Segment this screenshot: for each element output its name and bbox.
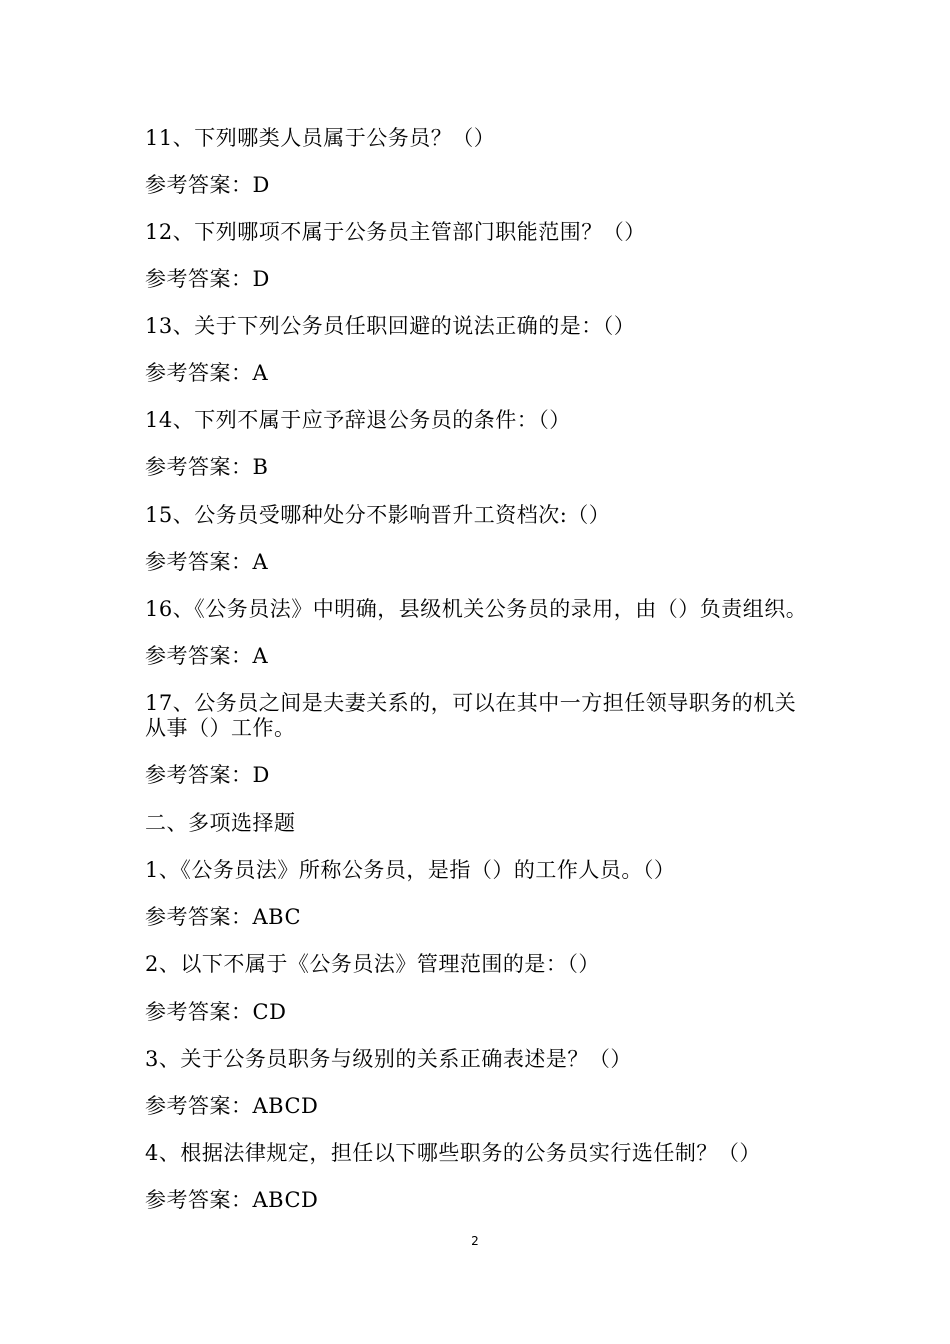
answer-15: 参考答案：A [145,550,269,574]
answer-11: 参考答案：D [145,173,270,197]
question-15: 15、公务员受哪种处分不影响晋升工资档次:（） [145,503,611,527]
page-number: 2 [471,1234,479,1248]
question-17-line-2: 从事（）工作。 [145,716,296,740]
answer-12: 参考答案：D [145,267,270,291]
question-14: 14、下列不属于应予辞退公务员的条件：（） [145,408,571,432]
multi-answer-2: 参考答案：CD [145,1000,287,1024]
question-12: 12、下列哪项不属于公务员主管部门职能范围？（） [145,220,646,244]
question-17-line-1: 17、公务员之间是夫妻关系的，可以在其中一方担任领导职务的机关 [145,691,797,715]
multi-answer-3: 参考答案：ABCD [145,1094,319,1118]
section-heading: 二、多项选择题 [145,811,296,835]
multi-question-3: 3、关于公务员职务与级别的关系正确表述是？（） [145,1047,632,1071]
multi-question-1: 1、《公务员法》所称公务员，是指（）的工作人员。（） [145,858,676,882]
question-13: 13、关于下列公务员任职回避的说法正确的是：（） [145,314,636,338]
answer-13: 参考答案：A [145,361,269,385]
multi-answer-1: 参考答案：ABC [145,905,302,929]
question-16: 16、《公务员法》中明确，县级机关公务员的录用，由（）负责组织。 [145,597,808,621]
answer-17: 参考答案：D [145,763,270,787]
answer-16: 参考答案：A [145,644,269,668]
question-11: 11、下列哪类人员属于公务员？（） [145,126,496,150]
answer-14: 参考答案：B [145,455,269,479]
multi-question-2: 2、以下不属于《公务员法》管理范围的是：（） [145,952,600,976]
multi-answer-4: 参考答案：ABCD [145,1188,319,1212]
multi-question-4: 4、根据法律规定，担任以下哪些职务的公务员实行选任制？（） [145,1141,761,1165]
